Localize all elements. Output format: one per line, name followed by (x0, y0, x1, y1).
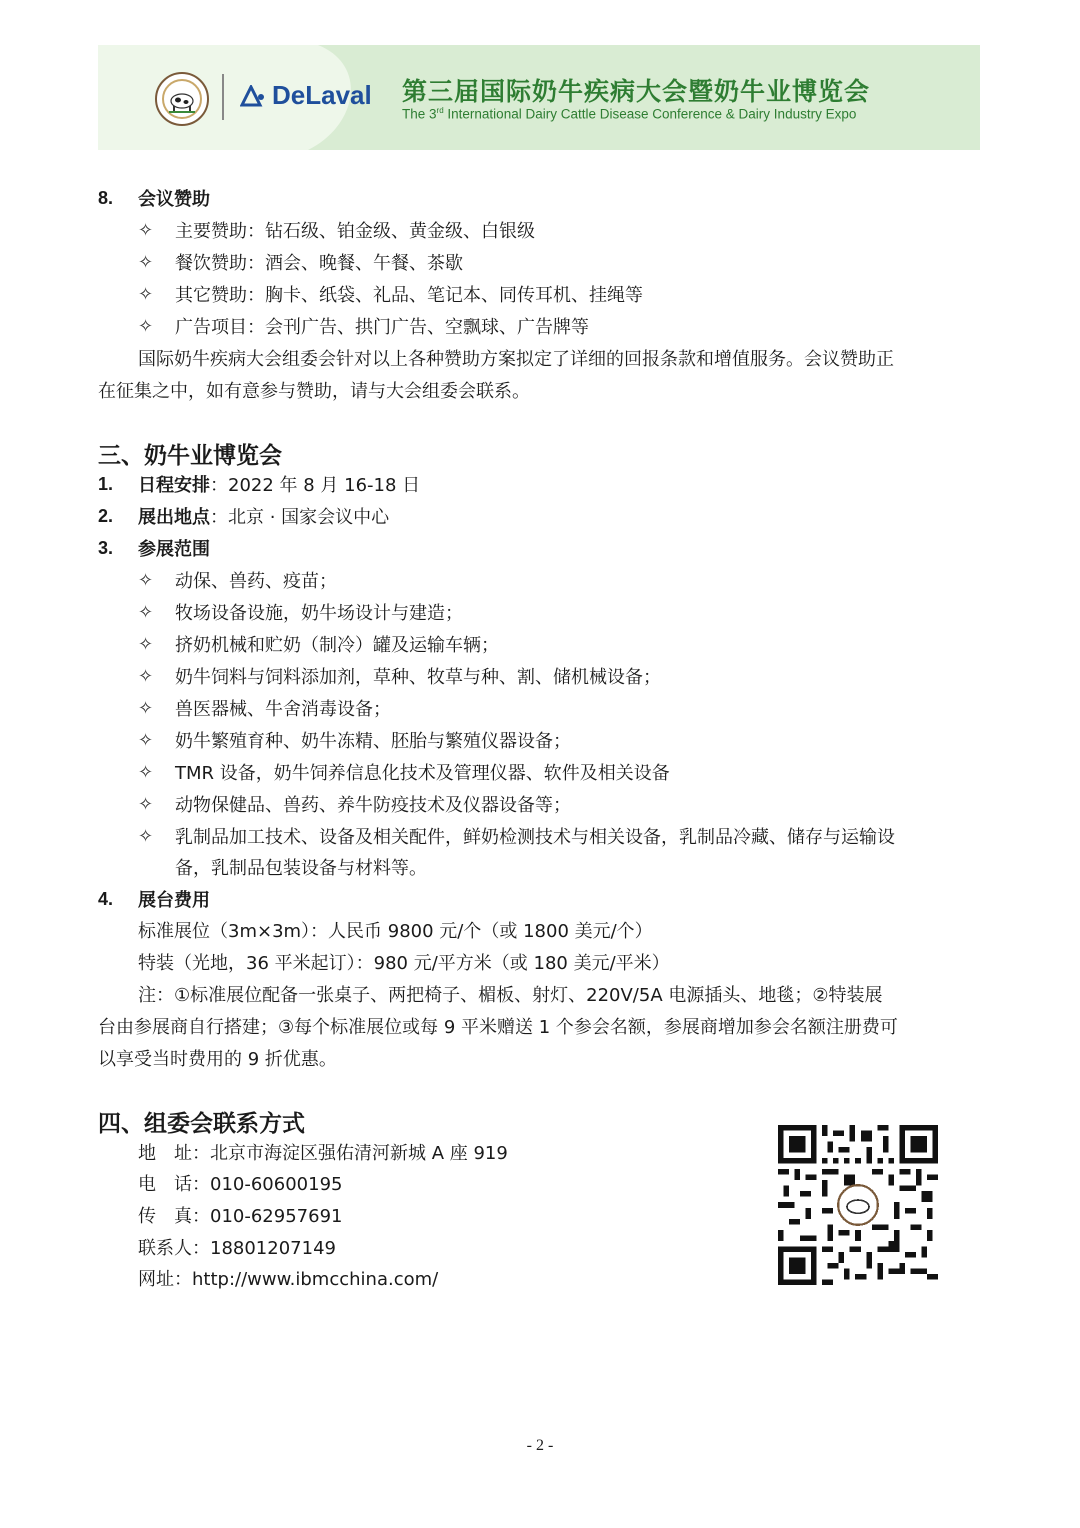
diamond-bullet-icon: ✧ (138, 602, 154, 623)
scope-item: 奶牛饲料与饲料添加剂，草种、牧草与种、割、储机械设备； (175, 667, 661, 688)
banner-title-cn: 第三届国际奶牛疾病大会暨奶牛业博览会 (402, 77, 871, 106)
sponsor-paragraph-line: 国际奶牛疾病大会组委会针对以上各种赞助方案拟定了详细的回报条款和增值服务。会议赞助正 (138, 349, 894, 370)
diamond-bullet-icon: ✧ (138, 316, 154, 337)
item-number: 4. (98, 889, 114, 909)
header-divider (222, 74, 224, 120)
sponsor-item: 广告项目：会刊广告、拱门广告、空飘球、广告牌等 (175, 317, 589, 338)
scope-item: TMR 设备，奶牛饲养信息化技术及管理仪器、软件及相关设备 (175, 763, 670, 784)
delaval-brand-text: DeLaval (272, 80, 372, 110)
banner-title-en: The 3rd International Dairy Cattle Disease Conference & Dairy Industry Expo (402, 106, 857, 122)
section3-heading: 三、奶牛业博览会 (98, 443, 282, 469)
sponsor-paragraph-line: 在征集之中，如有意参与赞助，请与大会组委会联系。 (98, 381, 530, 402)
venue-line: 展出地点：北京 · 国家会议中心 (138, 507, 390, 528)
contact-fax: 传 真：010-62957691 (138, 1206, 343, 1227)
fee-standard: 标准展位（3m×3m）：人民币 9800 元/个（或 1800 美元/个） (138, 921, 653, 942)
section4-heading: 四、组委会联系方式 (98, 1111, 305, 1137)
fee-note-line: 台由参展商自行搭建；③每个标准展位或每 9 平米赠送 1 个参会名额，参展商增加参会名额注册费可 (98, 1017, 898, 1038)
item-number: 3. (98, 538, 114, 558)
diamond-bullet-icon: ✧ (138, 698, 154, 719)
diamond-bullet-icon: ✧ (138, 666, 154, 687)
scope-item: 兽医器械、牛舍消毒设备； (175, 699, 391, 720)
delaval-logo (240, 80, 372, 111)
diamond-bullet-icon: ✧ (138, 730, 154, 751)
scope-item: 挤奶机械和贮奶（制冷）罐及运输车辆； (175, 635, 499, 656)
sponsor-item: 主要赞助：钻石级、铂金级、黄金级、白银级 (175, 221, 535, 242)
section8-number: 8. (98, 188, 114, 208)
contact-website[interactable]: 网址：http://www.ibmcchina.com/ (138, 1269, 439, 1290)
conference-logo (155, 72, 209, 126)
fee-special: 特装（光地，36 平米起订）：980 元/平方米（或 180 美元/平米） (138, 953, 670, 974)
page-number: - 2 - (526, 1437, 554, 1454)
sponsor-item: 餐饮赞助：酒会、晚餐、午餐、茶歇 (175, 253, 463, 274)
scope-item: 动保、兽药、疫苗； (175, 571, 337, 592)
fee-note-line: 以享受当时费用的 9 折优惠。 (98, 1049, 337, 1070)
qr-code-icon (778, 1125, 938, 1285)
scope-item: 奶牛繁殖育种、奶牛冻精、胚胎与繁殖仪器设备； (175, 731, 571, 752)
section8-title: 会议赞助 (138, 189, 210, 210)
contact-address: 地 址：北京市海淀区强佑清河新城 A 座 919 (138, 1143, 508, 1164)
diamond-bullet-icon: ✧ (138, 826, 154, 847)
contact-person: 联系人：18801207149 (138, 1238, 336, 1259)
schedule-line: 日程安排：2022 年 8 月 16-18 日 (138, 475, 421, 496)
diamond-bullet-icon: ✧ (138, 762, 154, 783)
diamond-bullet-icon: ✧ (138, 220, 154, 241)
diamond-bullet-icon: ✧ (138, 634, 154, 655)
diamond-bullet-icon: ✧ (138, 570, 154, 591)
scope-title: 参展范围 (138, 539, 210, 560)
diamond-bullet-icon: ✧ (138, 794, 154, 815)
scope-item: 乳制品加工技术、设备及相关配件，鲜奶检测技术与相关设备，乳制品冷藏、储存与运输设 (175, 827, 895, 848)
scope-item: 动物保健品、兽药、养牛防疫技术及仪器设备等； (175, 795, 571, 816)
item-number: 2. (98, 506, 114, 526)
item-number: 1. (98, 474, 114, 494)
contact-phone: 电 话：010-60600195 (138, 1174, 343, 1195)
diamond-bullet-icon: ✧ (138, 252, 154, 273)
scope-item-continuation: 备，乳制品包装设备与材料等。 (175, 858, 427, 879)
fee-title: 展台费用 (138, 890, 210, 911)
delaval-mark-icon (240, 85, 266, 107)
diamond-bullet-icon: ✧ (138, 284, 154, 305)
sponsor-item: 其它赞助：胸卡、纸袋、礼品、笔记本、同传耳机、挂绳等 (175, 285, 643, 306)
fee-note-line: 注：①标准展位配备一张桌子、两把椅子、楣板、射灯、220V/5A 电源插头、地毯；②特装展 (138, 985, 883, 1006)
scope-item: 牧场设备设施，奶牛场设计与建造； (175, 603, 463, 624)
